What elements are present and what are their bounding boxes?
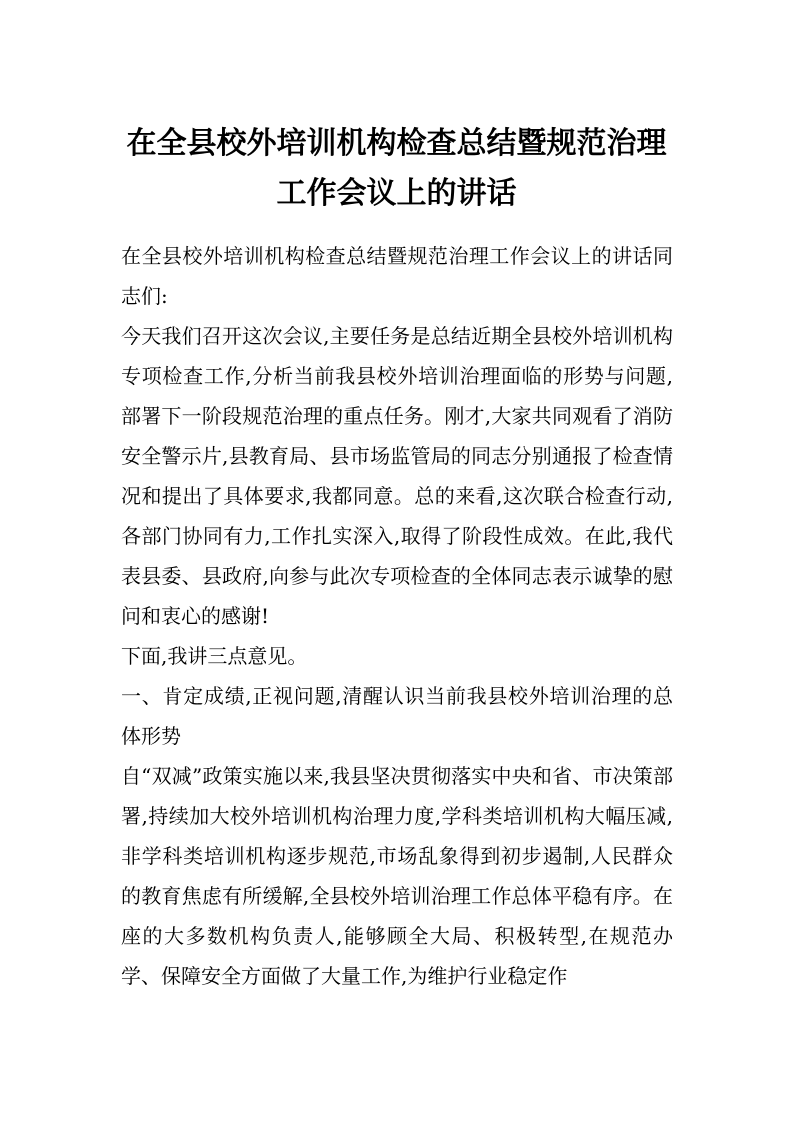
paragraph-introduction: 今天我们召开这次会议,主要任务是总结近期全县校外培训机构专项检查工作,分析当前我县校外培训治理面临的形势与问题,部署下一阶段规范治理的重点任务。刚才,大家共同观看了消防安全警示片,县教育局、县市场监管局的同志分别通报了检查情况和提出了具体要求,我都同意。总的来看,这次联合检查行动,各部门协同有力,工作扎实深入,取得了阶段性成效。在此,我代表县委、县政府,向参与此次专项检查的全体同志表示诚挚的慰问和衷心的感谢! xyxy=(121,324,673,628)
document-title-line-1: 在全县校外培训机构检查总结暨规范治理 xyxy=(126,126,667,161)
section-heading-1: 一、肯定成绩,正视问题,清醒认识当前我县校外培训治理的总体形势 xyxy=(121,684,673,748)
paragraph-transition: 下面,我讲三点意见。 xyxy=(121,644,308,668)
paragraph-opening: 在全县校外培训机构检查总结暨规范治理工作会议上的讲话同志们: xyxy=(121,244,673,308)
document-body xyxy=(121,236,673,996)
document-title-line-2: 工作会议上的讲话 xyxy=(276,176,517,211)
paragraph-section-1: 自“双减”政策实施以来,我县坚决贯彻落实中央和省、市决策部署,持续加大校外培训机构治理力度,学科类培训机构大幅压减,非学科类培训机构逐步规范,市场乱象得到初步遏制,人民群众的教育焦虑有所缓解,全县校外培训治理工作总体平稳有序。在座的大多数机构负责人,能够顾全大局、积极转型,在规范办学、保障安全方面做了大量工作,为维护行业稳定作 xyxy=(121,764,673,988)
